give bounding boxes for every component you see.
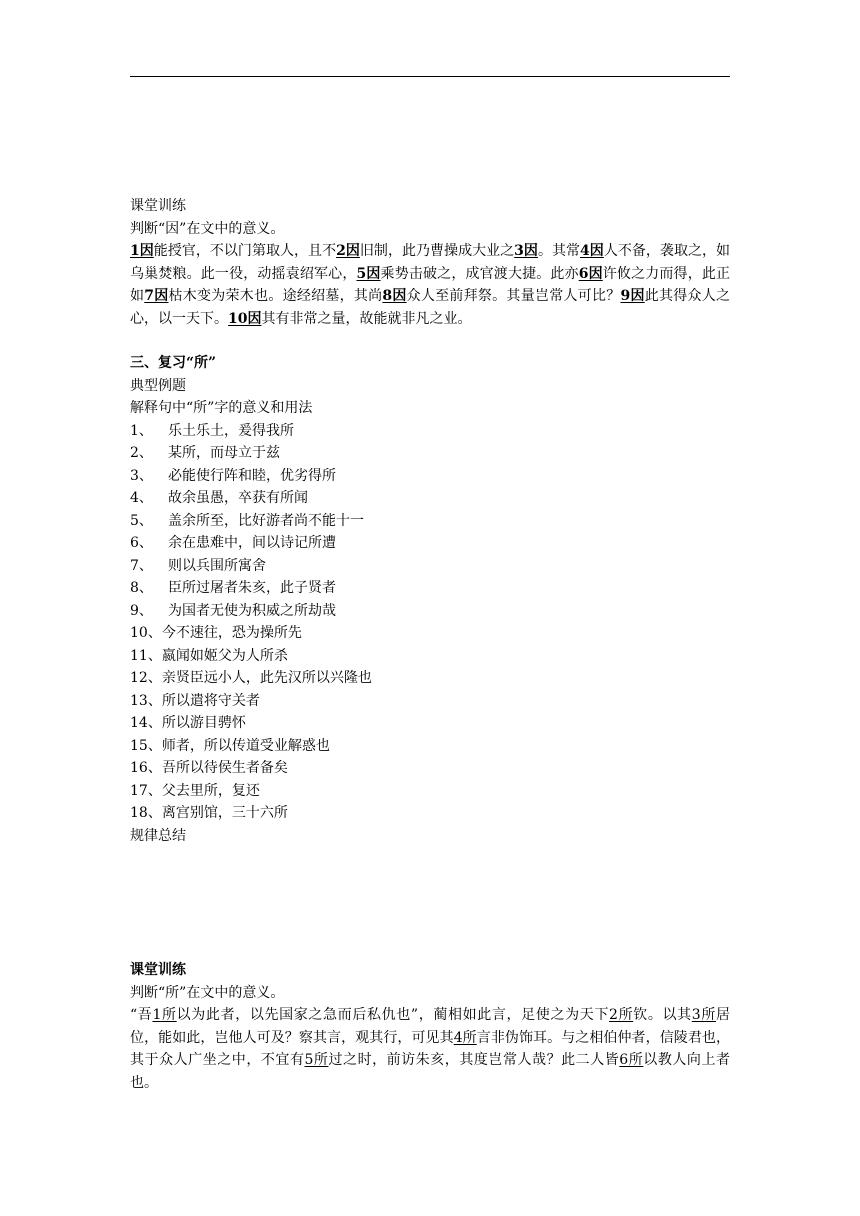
list-item: [130, 690, 730, 713]
marked-word: 4所: [453, 1029, 477, 1046]
passage-text: 以教人向上者也。: [130, 1052, 730, 1091]
example-list: [130, 420, 730, 825]
marked-word: 5所: [304, 1052, 329, 1068]
section3-instruction: 判断“所”在文中的意义。: [130, 984, 285, 1001]
passage-text: 旧制，此乃曹操成大业之: [359, 243, 515, 259]
item-text: 所以游目骋怀: [161, 715, 246, 731]
passage-text: 。其常: [537, 243, 581, 259]
list-item: [130, 802, 730, 825]
item-number: 5、: [130, 512, 153, 529]
section1-instruction: 判断“因”在文中的意义。: [130, 220, 285, 237]
marked-word: 3所: [691, 1007, 716, 1023]
item-text: 余在患难中，间以诗记所遭: [168, 535, 336, 551]
item-number: 11、: [130, 647, 162, 664]
item-number: 18、: [130, 805, 162, 821]
item-text: 乐土乐土，爰得我所: [168, 422, 294, 439]
item-text: 亲贤臣远小人，此先汉所以兴隆也: [161, 670, 372, 686]
item-text: 则以兵围所寓舍: [168, 557, 266, 574]
item-number: 1、: [130, 422, 153, 439]
passage-text: 人不备，袭取之，如乌巢焚粮。此一役，动摇袁绍军心，: [130, 243, 731, 282]
marked-word: 10因: [228, 310, 262, 327]
item-number: 8、: [130, 580, 153, 596]
item-text: 父去里所，复还: [161, 782, 260, 799]
passage-text: 以为此者，以先国家之急而后私仇也”，蔺相如此言，足使之为天下: [176, 1007, 610, 1023]
passage-text: 能授官，不以门第取人，且不: [153, 243, 337, 259]
section2-instruction: 解释句中“所”字的意义和用法: [130, 400, 313, 416]
marked-word: 6因: [578, 265, 603, 282]
section3-heading: 课堂训练: [130, 962, 186, 978]
document-body: [130, 195, 730, 1094]
passage-text: 居位，能如此，岂他人可及？察其言，观其行，可见其: [130, 1007, 730, 1046]
marked-word: 3因: [514, 243, 538, 259]
list-item: [130, 600, 730, 623]
passage-text: 此其得众人之心，以一天下。: [130, 288, 731, 327]
section3-passage: [130, 1004, 730, 1094]
section1-heading: 课堂训练: [130, 198, 186, 214]
passage-text: 乘势击破之，成官渡大捷。此亦: [380, 265, 579, 282]
marked-word: 2所: [609, 1007, 634, 1023]
list-item: [130, 757, 730, 780]
item-number: 2、: [130, 445, 153, 461]
marked-word: 1所: [152, 1007, 177, 1023]
marked-word: 2因: [336, 243, 360, 259]
item-text: 必能使行阵和睦，优劣得所: [168, 467, 336, 484]
item-text: 师者，所以传道受业解惑也: [161, 737, 330, 754]
passage-text: 其有非常之量，故能就非凡之业。: [261, 310, 472, 327]
passage-text: 言非伪饰耳。与之相伯仲者，信陵君也，其于众人广坐之中，不宜有: [130, 1029, 730, 1068]
list-item: [130, 465, 730, 488]
header-rule: [130, 76, 730, 77]
marked-word: 8因: [382, 288, 407, 304]
passage-text: 钦。以其: [633, 1007, 692, 1023]
list-item: [130, 510, 730, 533]
item-text: 故余虽愚，卒获有所闻: [168, 490, 308, 506]
summary-label: 规律总结: [130, 827, 186, 844]
list-item: [130, 442, 730, 465]
list-item: [130, 487, 730, 510]
list-item: [130, 577, 730, 600]
marked-word: 9因: [620, 288, 645, 304]
list-item: [130, 712, 730, 735]
item-text: 某所，而母立于兹: [168, 445, 280, 461]
item-number: 13、: [130, 692, 162, 709]
item-text: 为国者无使为积威之所劫哉: [168, 602, 336, 619]
passage-text: “吾: [130, 1007, 153, 1023]
item-text: 所以遣将守关者: [161, 692, 260, 709]
item-number: 10、: [130, 625, 162, 641]
list-item: [130, 667, 730, 690]
list-item: [130, 555, 730, 578]
marked-word: 4因: [580, 243, 604, 259]
section2-heading: 三、复习“所”: [130, 355, 217, 371]
item-number: 4、: [130, 490, 153, 506]
item-number: 15、: [130, 737, 162, 754]
item-text: 臣所过屠者朱亥，此子贤者: [168, 580, 336, 596]
list-item: [130, 735, 730, 758]
passage-text: 枯木变为荣木也。途经绍墓，其尚: [168, 288, 383, 304]
item-number: 14、: [130, 715, 162, 731]
list-item: [130, 532, 730, 555]
item-text: 今不速往，恐为操所先: [161, 625, 302, 641]
passage-text: 许攸之力而得，此正如: [130, 265, 731, 304]
marked-word: 6所: [619, 1052, 644, 1068]
item-text: 盖余所至，比好游者尚不能十一: [168, 512, 364, 529]
item-number: 9、: [130, 602, 153, 619]
marked-word: 5因: [356, 265, 381, 282]
item-number: 6、: [130, 535, 153, 551]
item-number: 3、: [130, 467, 153, 484]
item-number: 16、: [130, 760, 162, 776]
section2-subheading: 典型例题: [130, 377, 186, 394]
item-number: 17、: [130, 782, 162, 799]
list-item: [130, 780, 730, 803]
passage-text: 众人至前拜祭。其量岂常人可比？: [406, 288, 621, 304]
marked-word: 7因: [144, 288, 169, 304]
list-item: [130, 645, 730, 668]
list-item: [130, 622, 730, 645]
item-text: 嬴闻如姬父为人所杀: [161, 647, 288, 664]
list-item: [130, 420, 730, 443]
item-number: 7、: [130, 557, 153, 574]
marked-word: 1因: [130, 243, 154, 259]
section1-passage: [130, 240, 730, 330]
item-text: 吾所以待侯生者备矣: [161, 760, 288, 776]
passage-text: 过之时，前访朱亥，其度岂常人哉？此二人皆: [328, 1052, 620, 1068]
item-text: 离宫别馆，三十六所: [161, 805, 288, 821]
item-number: 12、: [130, 670, 162, 686]
